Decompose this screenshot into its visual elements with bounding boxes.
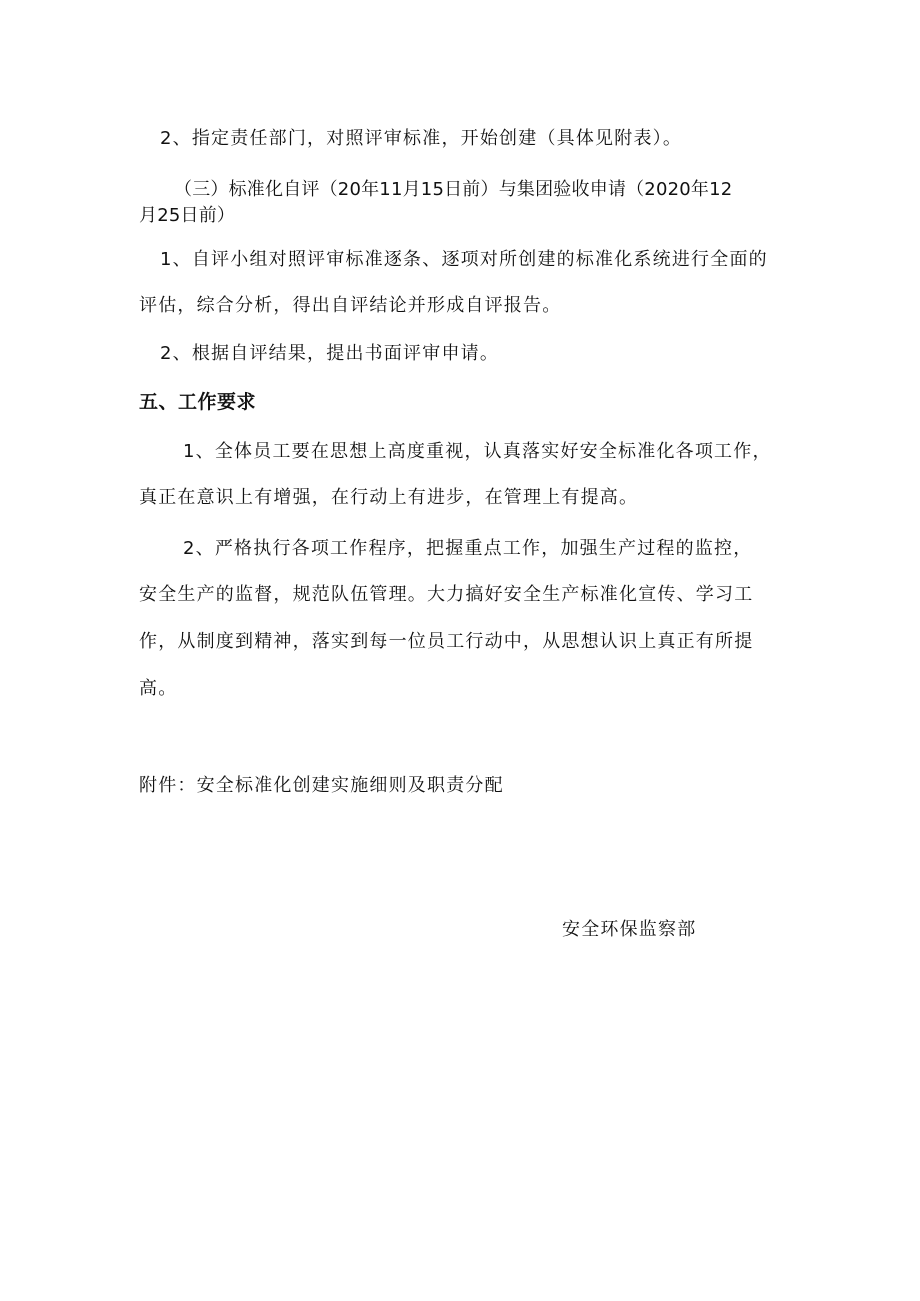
self-eval-item-2: 2、根据自评结果，提出书面评审申请。 [160, 343, 500, 364]
self-eval-item-1-line2: 评估，综合分析，得出自评结论并形成自评报告。 [139, 295, 562, 316]
requirement-2-line4: 高。 [139, 678, 178, 699]
requirement-2-line2: 安全生产的监督，规范队伍管理。大力搞好安全生产标准化宣传、学习工 [139, 584, 754, 605]
requirement-1-line1: 1、全体员工要在思想上高度重视，认真落实好安全标准化各项工作， [183, 441, 772, 462]
requirement-2-line1: 2、严格执行各项工作程序，把握重点工作，加强生产过程的监控， [183, 538, 753, 559]
requirement-2-line3: 作，从制度到精神，落实到每一位员工行动中，从思想认识上真正有所提 [139, 631, 754, 652]
section-five-heading: 五、工作要求 [139, 391, 257, 413]
self-eval-item-1-line1: 1、自评小组对照评审标准逐条、逐项对所创建的标准化系统进行全面的 [160, 249, 768, 270]
subsection-three-title-line2: 月25日前） [139, 205, 236, 226]
requirement-1-line2: 真正在意识上有增强，在行动上有进步，在管理上有提高。 [139, 487, 639, 508]
subsection-three-title-line1: （三）标准化自评（20年11月15日前）与集团验收申请（2020年12 [174, 179, 733, 200]
signature-department: 安全环保监察部 [562, 919, 697, 940]
item-2-assign-department: 2、指定责任部门，对照评审标准，开始创建（具体见附表）。 [160, 128, 683, 149]
attachment-note: 附件：安全标准化创建实施细则及职责分配 [139, 775, 504, 796]
